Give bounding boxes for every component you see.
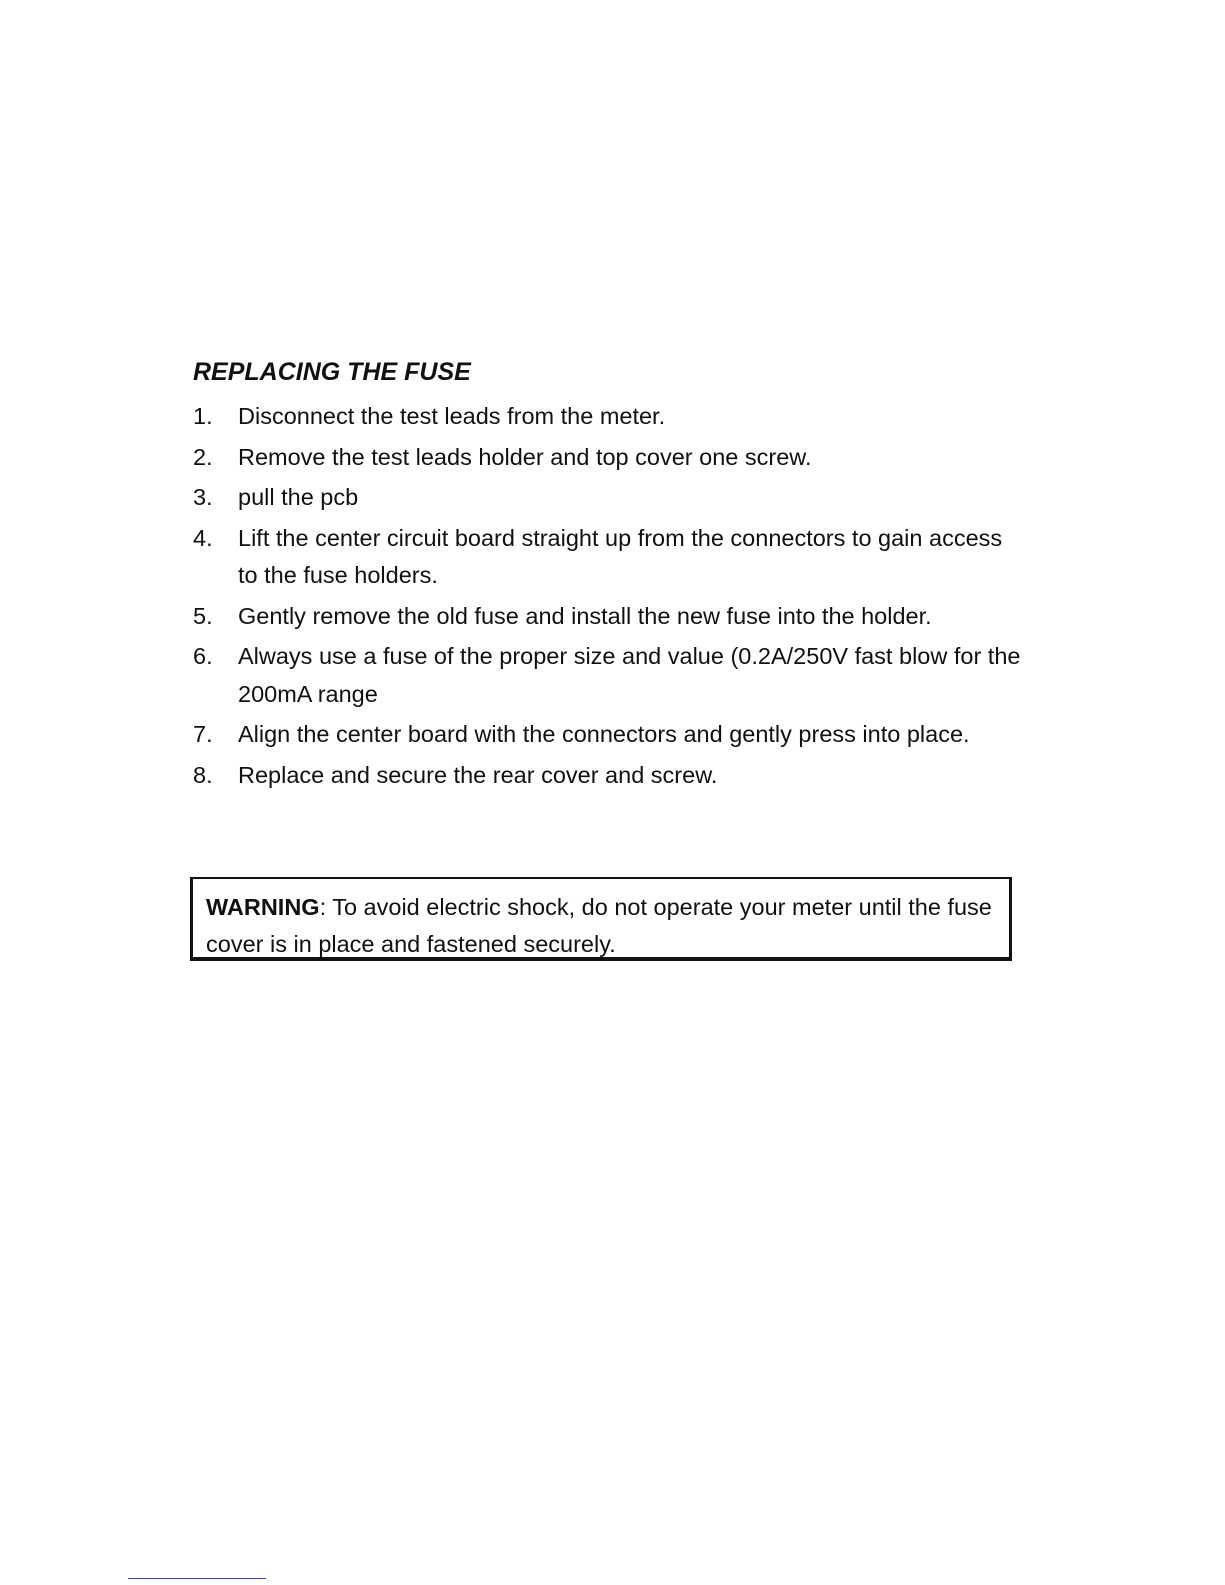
step-number: 3. xyxy=(193,484,213,510)
warning-box xyxy=(190,877,1012,961)
section-title: REPLACING THE FUSE xyxy=(193,358,471,386)
warning-text: : To avoid electric shock, do not operate your meter until the fuse cover is in place and fastened securely. xyxy=(206,894,992,957)
step-text: Remove the test leads holder and top cover one screw. xyxy=(238,443,812,470)
step-text: Replace and secure the rear cover and screw. xyxy=(238,761,718,788)
step-text: Disconnect the test leads from the meter. xyxy=(238,403,666,429)
step-text: Gently remove the old fuse and install the new fuse into the holder. xyxy=(238,602,932,629)
step-text: Lift the center circuit board straight up from the connectors to gain access to the fuse holders. xyxy=(238,524,1003,588)
step-text: Align the center board with the connectors and gently press into place. xyxy=(238,721,970,747)
list-item xyxy=(193,598,1008,636)
step-number: 5. xyxy=(193,602,213,629)
step-number: 6. xyxy=(193,643,213,669)
warning-label: WARNING xyxy=(206,894,320,920)
list-item xyxy=(193,520,1008,595)
list-item xyxy=(193,439,1033,477)
step-number: 1. xyxy=(193,403,213,429)
list-item xyxy=(193,479,1033,517)
footer-rule xyxy=(128,1578,266,1579)
step-number: 8. xyxy=(193,761,213,788)
step-text: pull the pcb xyxy=(238,484,359,510)
steps-list xyxy=(193,398,1033,797)
list-item xyxy=(193,716,1063,754)
step-text: Always use a fuse of the proper size and value (0.2A/250V fast blow for the 200mA range xyxy=(238,643,1021,707)
step-number: 4. xyxy=(193,524,213,551)
list-item xyxy=(193,757,1033,795)
step-number: 2. xyxy=(193,443,213,470)
step-number: 7. xyxy=(193,721,213,747)
list-item xyxy=(193,398,1033,436)
list-item xyxy=(193,638,1053,713)
